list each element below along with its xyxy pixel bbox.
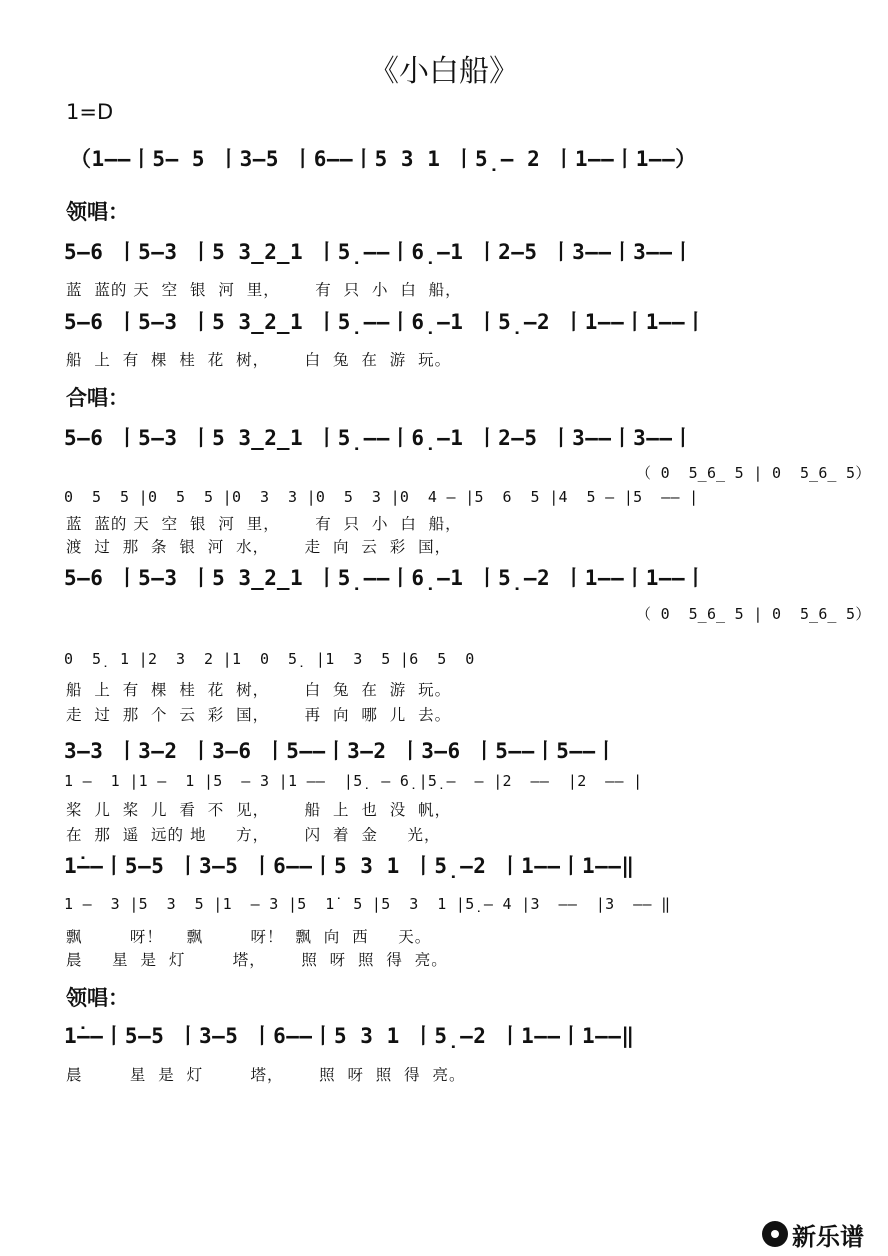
brand-name: 新乐谱 [792,1222,864,1251]
harmony-line-5: 1 — 1 |1 — 1 |5 — 3 |1 —— |5̣ — 6̣ |5̣ — — |2 —— |2 —— | [64,772,643,790]
lyric-line-6a: 飘 呀！ 飘 呀！ 飘 向 西 天。 [66,928,432,946]
lyric-line-2: 船 上 有 棵 桂 花 树， 白 兔 在 游 玩。 [66,351,452,369]
harmony-paren-3: （ 0 5̲6̲ 5 | 0 5̲6̲ 5） [636,464,871,482]
key-signature: 1=D [66,100,114,124]
brand-logo [762,1218,864,1250]
notation-line-1: 5—6 丨5—3 丨5 3̲2̲1 丨5̣——丨6̣—1 丨2—5 丨3——丨3——丨 [64,240,695,264]
section-label-lead-1: 领唱： [66,200,129,224]
notation-line-4: 5—6 丨5—3 丨5 3̲2̲1 丨5̣——丨6̣—1 丨5̣—2 丨1——丨1——丨 [64,566,707,590]
lyric-line-3a: 蓝 蓝的 天 空 银 河 里， 有 只 小 白 船， [66,515,462,533]
lyric-line-4a: 船 上 有 棵 桂 花 树， 白 兔 在 游 玩。 [66,681,452,699]
notation-line-2: 5—6 丨5—3 丨5 3̲2̲1 丨5̣——丨6̣—1 丨5̣—2 丨1——丨1——丨 [64,310,707,334]
lyric-line-4b: 走 过 那 个 云 彩 国， 再 向 哪 儿 去。 [66,706,452,724]
song-title: 《小白船》 [369,54,519,89]
notation-line-6: 1̇——丨5—5 丨3—5 丨6——丨5 3 1 丨5̣—2 丨1——丨1——‖ [64,854,635,878]
lyric-line-5a: 桨 儿 桨 儿 看 不 见， 船 上 也 没 帆， [66,801,452,819]
notation-line-3: 5—6 丨5—3 丨5 3̲2̲1 丨5̣——丨6̣—1 丨2—5 丨3——丨3——丨 [64,426,695,450]
harmony-paren-4: （ 0 5̲6̲ 5 | 0 5̲6̲ 5） [636,605,871,623]
lyric-line-6b: 晨 星 是 灯 塔， 照 呀 照 得 亮。 [66,951,448,969]
section-label-lead-2: 领唱： [66,986,129,1010]
harmony-line-6: 1 — 3 |5 3 5 |1 — 3 |5 1̇ 5 |5 3 1 |5̣ — 4 |3 —— |3 —— ‖ [64,895,671,913]
lyric-line-3b: 渡 过 那 条 银 河 水， 走 向 云 彩 国， [66,538,452,556]
section-label-chorus: 合唱： [66,386,129,410]
lyric-line-7: 晨 星 是 灯 塔， 照 呀 照 得 亮。 [66,1066,466,1084]
harmony-line-3: 0 5 5 |0 5 5 |0 3 3 |0 5 3 |0 4 — |5 6 5 |4 5 — |5 —— | [64,488,699,506]
intro-line: （1——丨5— 5 丨3—5 丨6——丨5 3 1 丨5̣— 2 丨1——丨1——） [70,147,697,171]
notation-line-5: 3—3 丨3—2 丨3—6 丨5——丨3—2 丨3—6 丨5——丨5——丨 [64,739,618,763]
lyric-line-5b: 在 那 遥 远的 地 方， 闪 着 金 光， [66,826,441,844]
record-disc-icon [762,1221,788,1247]
lyric-line-1: 蓝 蓝的 天 空 银 河 里， 有 只 小 白 船， [66,281,462,299]
harmony-line-4: 0 5̣ 1 |2 3 2 |1 0 5̣ |1 3 5 |6 5 0 [64,650,475,668]
notation-line-7: 1̇——丨5—5 丨3—5 丨6——丨5 3 1 丨5̣—2 丨1——丨1——‖ [64,1024,635,1048]
